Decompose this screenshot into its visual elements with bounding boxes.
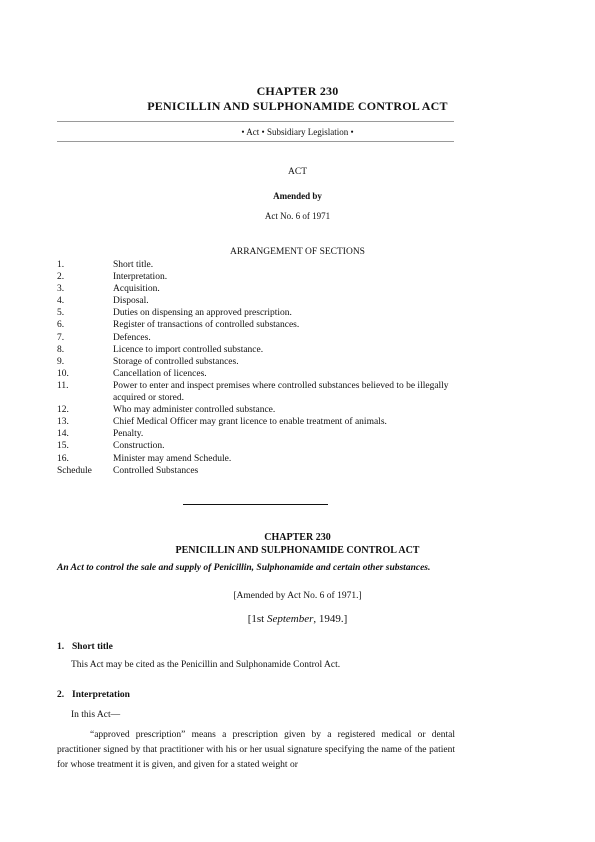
- toc-item-text: Interpretation.: [113, 272, 168, 283]
- toc-item-number: 14.: [57, 429, 69, 440]
- toc-item: [57, 416, 457, 428]
- toc-item-text: Acquisition.: [113, 284, 160, 295]
- amendment-note: [Amended by Act No. 6 of 1971.]: [233, 591, 362, 601]
- toc-item: [57, 440, 457, 452]
- section-title: Short title: [72, 642, 113, 652]
- nav-bullet: •: [261, 127, 265, 137]
- subsidiary-legislation-link[interactable]: Subsidiary Legislation: [266, 127, 349, 137]
- navigation-links: [0, 127, 595, 137]
- toc-item: [57, 332, 457, 344]
- toc-item: [57, 259, 457, 271]
- toc-item: [57, 465, 457, 477]
- toc-item: [57, 368, 457, 380]
- toc-item-number: 3.: [57, 284, 65, 295]
- body-act-title: PENICILLIN AND SULPHONAMIDE CONTROL ACT: [175, 545, 420, 556]
- act-title: PENICILLIN AND SULPHONAMIDE CONTROL ACT: [147, 99, 448, 113]
- toc-item-number: 16.: [57, 453, 69, 464]
- separator-line: [183, 504, 328, 505]
- toc-item-number: 13.: [57, 417, 69, 428]
- date-close: , 1949.]: [313, 613, 348, 625]
- toc-item-number: 7.: [57, 332, 65, 343]
- toc-item: [57, 319, 457, 331]
- toc-item-text: Short title.: [113, 260, 154, 270]
- section-1-heading: [57, 642, 113, 652]
- toc-item-number: 11.: [57, 380, 69, 391]
- toc-item-text: Storage of controlled substances.: [113, 356, 239, 367]
- toc-item-text: Who may administer controlled substance.: [113, 405, 276, 416]
- toc-item: [57, 356, 457, 368]
- toc-item: [57, 404, 457, 416]
- toc-item-number: 15.: [57, 441, 69, 452]
- date-open: [1st: [247, 613, 267, 625]
- toc-item-number: 2.: [57, 272, 65, 283]
- toc-item-text: Minister may amend Schedule.: [113, 453, 232, 464]
- toc-item-number: 10.: [57, 368, 69, 379]
- section-title: Interpretation: [72, 690, 130, 700]
- toc-item-text: Defences.: [113, 332, 151, 343]
- toc-item: [57, 295, 457, 307]
- commencement-date: [0, 613, 595, 625]
- section-2-text: In this Act—: [71, 710, 121, 720]
- section-number: 1.: [57, 642, 65, 652]
- toc-item-number: 5.: [57, 308, 65, 319]
- date-month: September: [266, 613, 314, 625]
- nav-bullet: •: [241, 127, 245, 137]
- section-2-heading: [57, 690, 130, 700]
- toc-item-number: 12.: [57, 405, 69, 416]
- amended-by-label: Amended by: [273, 191, 322, 201]
- toc-item-number: Schedule: [57, 465, 92, 476]
- toc-item-text: Duties on dispensing an approved prescription.: [113, 308, 292, 319]
- toc-item: [57, 271, 457, 283]
- toc-item: [57, 307, 457, 319]
- toc-item: [57, 453, 457, 465]
- act-label: ACT: [288, 167, 307, 177]
- toc-item-text: Chief Medical Officer may grant licence to enable treatment of animals.: [113, 417, 387, 428]
- chapter-number: CHAPTER 230: [256, 84, 339, 98]
- toc-item-text: Disposal.: [113, 296, 149, 307]
- amending-act: Act No. 6 of 1971: [264, 211, 331, 221]
- toc-item: [57, 344, 457, 356]
- long-title: An Act to control the sale and supply of Penicillin, Sulphonamide and certain other substances.: [57, 563, 431, 573]
- section-number: 2.: [57, 690, 65, 700]
- arrangement-heading: ARRANGEMENT OF SECTIONS: [230, 247, 365, 257]
- toc-item-text: Penalty.: [113, 429, 144, 440]
- toc-item-number: 4.: [57, 296, 65, 307]
- toc-item-number: 6.: [57, 320, 65, 331]
- toc-item-text: Cancellation of licences.: [113, 368, 207, 379]
- top-rule: [57, 121, 454, 122]
- toc-item: [57, 380, 457, 404]
- definition-approved-prescription: “approved prescription” means a prescription given by a registered medical or dental practitioner signed by that practitioner with his or her usual signature specifying the name of the patient for whose treatment it is given, and given for a stated weight or: [57, 730, 455, 770]
- act-link[interactable]: Act: [246, 127, 260, 137]
- toc-item-text: Register of transactions of controlled substances.: [113, 320, 300, 331]
- toc-item: [57, 283, 457, 295]
- toc-item-text: Construction.: [113, 441, 165, 452]
- toc-item-text: Power to enter and inspect premises where controlled substances believed to be illegally acquired or stored.: [113, 380, 449, 404]
- toc-item-text: Controlled Substances: [113, 465, 199, 476]
- toc-item-text: Licence to import controlled substance.: [113, 344, 264, 355]
- toc-item-number: 9.: [57, 356, 65, 367]
- arrangement-of-sections: [57, 259, 457, 477]
- body-chapter-number: CHAPTER 230: [264, 532, 331, 543]
- toc-item-number: 1.: [57, 260, 65, 270]
- section-1-text: This Act may be cited as the Penicillin and Sulphonamide Control Act.: [71, 660, 341, 670]
- bottom-rule: [57, 141, 454, 142]
- toc-item: [57, 428, 457, 440]
- nav-bullet: •: [350, 127, 354, 137]
- toc-item-number: 8.: [57, 344, 65, 355]
